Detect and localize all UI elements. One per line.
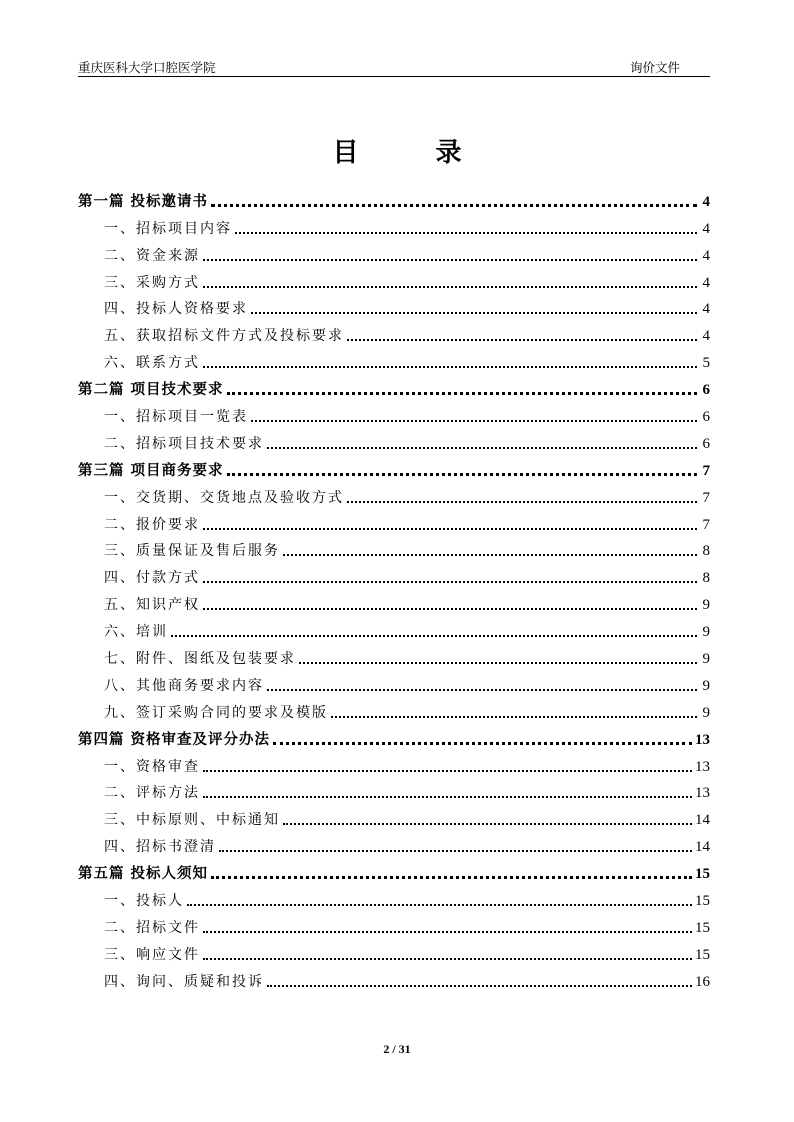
toc-entry-page-number: 9 [702,624,710,641]
toc-entry-page-number: 13 [695,785,710,802]
toc-dot-leader [203,286,697,288]
toc-section-entry[interactable] [78,560,710,587]
toc-entry-label: 四、投标人资格要求 [104,301,248,318]
toc-entry-page-number: 4 [702,328,710,345]
toc-entry-page-number: 14 [695,839,710,856]
toc-entry-page-number: 5 [702,355,710,372]
toc-entry-page-number: 8 [702,543,710,560]
page-number: 2 / 31 [383,1042,411,1056]
toc-dot-leader [219,850,692,852]
toc-dot-leader [203,581,697,583]
toc-section-entry[interactable] [78,937,710,964]
toc-entry-label: 六、联系方式 [104,355,200,372]
toc-section-entry[interactable] [78,534,710,561]
toc-entry-page-number: 16 [695,973,710,990]
toc-entry-label: 第二篇 项目技术要求 [78,381,224,399]
toc-section-entry[interactable] [78,265,710,292]
toc-title: 目 录 [332,138,496,168]
toc-entry-page-number: 13 [695,731,710,748]
toc-entry-page-number: 7 [702,489,710,506]
toc-dot-leader [203,259,697,261]
toc-section-entry[interactable] [78,641,710,668]
toc-entry-label: 四、付款方式 [104,570,200,587]
toc-entry-page-number: 4 [702,274,710,291]
toc-section-entry[interactable] [78,480,710,507]
toc-entry-label: 八、其他商务要求内容 [104,677,264,694]
toc-entry-page-number: 9 [702,704,710,721]
toc-chapter-entry[interactable] [78,372,710,399]
toc-dot-leader [171,635,697,637]
toc-entry-label: 一、交货期、交货地点及验收方式 [104,489,344,506]
toc-chapter-entry[interactable] [78,453,710,480]
toc-dot-leader [187,904,692,906]
header-document-type: 询价文件 [629,60,680,75]
toc-entry-label: 一、资格审查 [104,758,200,775]
toc-section-entry[interactable] [78,883,710,910]
toc-section-entry[interactable] [78,318,710,345]
toc-entry-page-number: 13 [695,758,710,775]
toc-entry-label: 一、招标项目内容 [104,220,232,237]
toc-dot-leader [267,985,692,987]
toc-section-entry[interactable] [78,238,710,265]
toc-entry-label: 第四篇 资格审查及评分办法 [78,730,271,748]
toc-dot-leader [273,742,692,745]
toc-dot-leader [283,554,697,556]
toc-dot-leader [299,662,697,664]
toc-entry-label: 三、质量保证及售后服务 [104,543,280,560]
toc-section-entry[interactable] [78,964,710,991]
toc-entry-label: 六、培训 [104,624,168,641]
toc-entry-label: 四、招标书澄清 [104,839,216,856]
toc-chapter-entry[interactable] [78,722,710,749]
toc-entry-label: 二、招标项目技术要求 [104,435,264,452]
toc-entry-label: 二、资金来源 [104,247,200,264]
header-institution: 重庆医科大学口腔医学院 [78,60,216,75]
toc-section-entry[interactable] [78,345,710,372]
toc-section-entry[interactable] [78,776,710,803]
toc-entry-page-number: 4 [702,193,710,210]
toc-dot-leader [203,796,692,798]
toc-dot-leader [331,716,697,718]
toc-section-entry[interactable] [78,829,710,856]
toc-entry-label: 第三篇 项目商务要求 [78,461,224,479]
toc-dot-leader [203,770,692,772]
toc-dot-leader [251,420,697,422]
toc-entry-page-number: 4 [702,220,710,237]
toc-dot-leader [203,366,697,368]
toc-entry-page-number: 7 [702,462,710,479]
toc-dot-leader [227,392,697,395]
toc-section-entry[interactable] [78,695,710,722]
toc-entry-page-number: 15 [695,866,710,883]
toc-section-entry[interactable] [78,614,710,641]
table-of-contents [78,184,710,991]
toc-section-entry[interactable] [78,426,710,453]
toc-entry-label: 二、评标方法 [104,785,200,802]
toc-dot-leader [203,958,692,960]
toc-entry-label: 五、获取招标文件方式及投标要求 [104,328,344,345]
toc-entry-label: 二、招标文件 [104,919,200,936]
toc-dot-leader [211,204,697,207]
toc-entry-label: 七、附件、图纸及包装要求 [104,651,296,668]
toc-section-entry[interactable] [78,668,710,695]
toc-dot-leader [347,339,697,341]
toc-entry-label: 九、签订采购合同的要求及模版 [104,704,328,721]
toc-dot-leader [235,232,697,234]
toc-entry-label: 三、中标原则、中标通知 [104,812,280,829]
toc-section-entry[interactable] [78,211,710,238]
toc-entry-page-number: 6 [702,382,710,399]
toc-section-entry[interactable] [78,399,710,426]
toc-dot-leader [267,689,697,691]
toc-entry-page-number: 9 [702,677,710,694]
toc-dot-leader [251,312,697,314]
toc-chapter-entry[interactable] [78,184,710,211]
toc-entry-label: 二、报价要求 [104,516,200,533]
toc-dot-leader [203,528,697,530]
toc-dot-leader [283,823,692,825]
toc-entry-page-number: 15 [695,893,710,910]
toc-entry-page-number: 7 [702,516,710,533]
toc-section-entry[interactable] [78,802,710,829]
toc-entry-label: 三、响应文件 [104,946,200,963]
toc-section-entry[interactable] [78,507,710,534]
toc-entry-page-number: 4 [702,301,710,318]
toc-entry-page-number: 9 [702,651,710,668]
toc-entry-page-number: 9 [702,597,710,614]
toc-entry-label: 四、询问、质疑和投诉 [104,973,264,990]
toc-entry-page-number: 4 [702,247,710,264]
toc-dot-leader [203,608,697,610]
toc-entry-page-number: 8 [702,570,710,587]
toc-entry-page-number: 6 [702,435,710,452]
toc-entry-label: 一、投标人 [104,893,184,910]
toc-dot-leader [211,876,692,879]
toc-dot-leader [347,501,697,503]
toc-entry-page-number: 15 [695,946,710,963]
toc-dot-leader [227,473,697,476]
toc-entry-page-number: 6 [702,409,710,426]
toc-entry-label: 五、知识产权 [104,597,200,614]
page-header [78,56,710,77]
toc-dot-leader [203,931,692,933]
toc-dot-leader [267,447,697,449]
toc-entry-label: 三、采购方式 [104,274,200,291]
toc-section-entry[interactable] [78,910,710,937]
toc-entry-page-number: 15 [695,919,710,936]
toc-entry-label: 一、招标项目一览表 [104,409,248,426]
toc-section-entry[interactable] [78,292,710,319]
toc-entry-label: 第一篇 投标邀请书 [78,192,209,210]
toc-chapter-entry[interactable] [78,856,710,883]
toc-entry-label: 第五篇 投标人须知 [78,865,209,883]
toc-entry-page-number: 14 [695,812,710,829]
toc-section-entry[interactable] [78,749,710,776]
toc-section-entry[interactable] [78,587,710,614]
